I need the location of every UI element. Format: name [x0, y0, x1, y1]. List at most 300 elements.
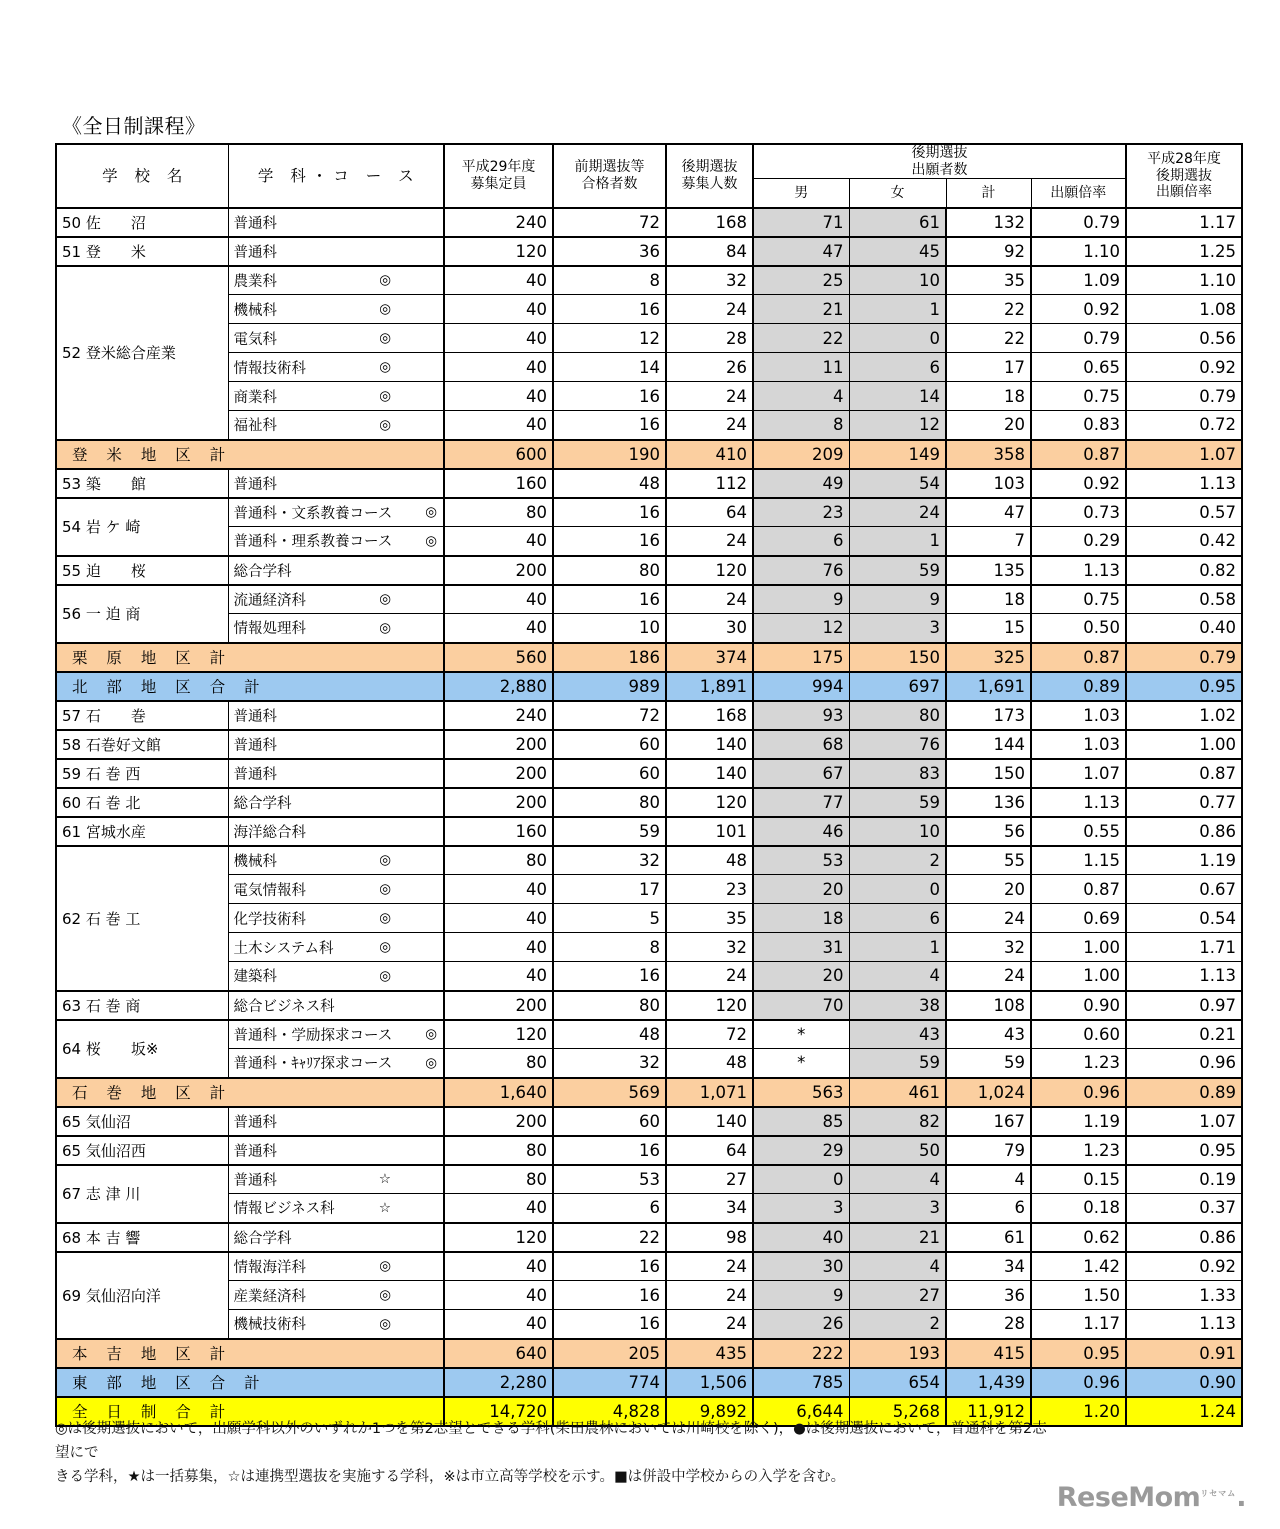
- male-applicants-cell: 222: [753, 1339, 849, 1368]
- prev-ratio-cell: 0.92: [1126, 353, 1242, 382]
- quota-cell: 160: [444, 469, 553, 498]
- quota-cell: 40: [444, 266, 553, 295]
- female-applicants-cell: 54: [849, 469, 946, 498]
- total-applicants-cell: 1,439: [946, 1368, 1031, 1397]
- ratio-cell: 1.15: [1031, 846, 1126, 875]
- course-name-cell: [228, 1281, 444, 1310]
- region-total-row: [56, 1368, 1242, 1397]
- prev-ratio-cell: 0.58: [1126, 585, 1242, 614]
- ratio-cell: 0.79: [1031, 324, 1126, 353]
- course-label: 総合ビジネス科: [233, 998, 335, 1015]
- ratio-cell: 1.07: [1031, 759, 1126, 788]
- prev-ratio-cell: 1.25: [1126, 237, 1242, 266]
- total-applicants-cell: 61: [946, 1223, 1031, 1252]
- table-row: [56, 1020, 1242, 1049]
- total-applicants-cell: 20: [946, 411, 1031, 440]
- total-applicants-cell: 24: [946, 962, 1031, 991]
- female-applicants-cell: 82: [849, 1107, 946, 1136]
- double-circle-icon: ◎: [379, 359, 391, 376]
- course-name-cell: [228, 1020, 444, 1049]
- early-pass-cell: 16: [553, 527, 666, 556]
- female-applicants-cell: 21: [849, 1223, 946, 1252]
- ratio-cell: 1.03: [1031, 730, 1126, 759]
- early-pass-cell: 32: [553, 846, 666, 875]
- early-pass-cell: 80: [553, 556, 666, 585]
- header-applicants-group: 後期選抜 出願者数: [753, 144, 1126, 179]
- total-applicants-cell: 34: [946, 1252, 1031, 1281]
- school-name-cell: 58 石巻好文館: [56, 730, 228, 759]
- resemom-watermark: ReseMom$^{リセマム}$.: [1056, 1482, 1246, 1513]
- course-name-cell: [228, 1136, 444, 1165]
- late-quota-cell: 120: [666, 556, 753, 585]
- double-circle-icon: ◎: [379, 1315, 391, 1332]
- early-pass-cell: 16: [553, 1310, 666, 1339]
- total-applicants-cell: 24: [946, 904, 1031, 933]
- male-applicants-cell: 71: [753, 208, 849, 237]
- late-quota-cell: 32: [666, 266, 753, 295]
- table-row: [56, 411, 1242, 440]
- female-applicants-cell: 38: [849, 991, 946, 1020]
- ratio-cell: 0.62: [1031, 1223, 1126, 1252]
- total-applicants-cell: 150: [946, 759, 1031, 788]
- quota-cell: 120: [444, 1223, 553, 1252]
- late-quota-cell: 24: [666, 411, 753, 440]
- table-row: [56, 556, 1242, 585]
- total-applicants-cell: 358: [946, 440, 1031, 469]
- course-label: 総合学科: [233, 795, 292, 812]
- table-row: [56, 527, 1242, 556]
- total-label: 石 巻 地 区 計: [56, 1078, 444, 1107]
- quota-cell: 1,640: [444, 1078, 553, 1107]
- course-label: 福祉科: [233, 418, 277, 435]
- school-name-cell: 54 岩 ケ 崎: [56, 498, 228, 556]
- male-applicants-cell: 12: [753, 614, 849, 643]
- header-late-quota: 後期選抜 募集人数: [666, 144, 753, 208]
- total-label: 東 部 地 区 合 計: [56, 1368, 444, 1397]
- school-name-cell: 65 気仙沼西: [56, 1136, 228, 1165]
- male-applicants-cell: 20: [753, 962, 849, 991]
- late-quota-cell: 23: [666, 875, 753, 904]
- double-circle-icon: ◎: [425, 532, 437, 549]
- total-applicants-cell: 18: [946, 382, 1031, 411]
- table-row: [56, 933, 1242, 962]
- late-quota-cell: 374: [666, 643, 753, 672]
- double-circle-icon: ◎: [379, 881, 391, 898]
- table-row: [56, 585, 1242, 614]
- total-applicants-cell: 22: [946, 295, 1031, 324]
- course-name-cell: [228, 556, 444, 585]
- prev-ratio-cell: 0.97: [1126, 991, 1242, 1020]
- quota-cell: 600: [444, 440, 553, 469]
- course-label: 普通科: [233, 1172, 277, 1189]
- ratio-cell: 0.75: [1031, 585, 1126, 614]
- male-applicants-cell: 29: [753, 1136, 849, 1165]
- female-applicants-cell: 27: [849, 1281, 946, 1310]
- late-quota-cell: 1,071: [666, 1078, 753, 1107]
- course-label: 普通科: [233, 737, 277, 754]
- prev-ratio-cell: 1.13: [1126, 962, 1242, 991]
- female-applicants-cell: 6: [849, 353, 946, 382]
- late-quota-cell: 168: [666, 208, 753, 237]
- prev-ratio-cell: 0.91: [1126, 1339, 1242, 1368]
- late-quota-cell: 34: [666, 1194, 753, 1223]
- male-applicants-cell: *: [753, 1020, 849, 1049]
- total-applicants-cell: 173: [946, 701, 1031, 730]
- prev-ratio-cell: 1.71: [1126, 933, 1242, 962]
- early-pass-cell: 53: [553, 1165, 666, 1194]
- ratio-cell: 1.19: [1031, 1107, 1126, 1136]
- table-row: [56, 237, 1242, 266]
- course-label: 普通科・ｷｬﾘｱ探求コース: [233, 1056, 393, 1073]
- prev-ratio-cell: 1.13: [1126, 1310, 1242, 1339]
- ratio-cell: 0.96: [1031, 1368, 1126, 1397]
- prev-ratio-cell: 0.72: [1126, 411, 1242, 440]
- course-name-cell: [228, 875, 444, 904]
- female-applicants-cell: 14: [849, 382, 946, 411]
- early-pass-cell: 10: [553, 614, 666, 643]
- late-quota-cell: 64: [666, 1136, 753, 1165]
- course-name-cell: [228, 817, 444, 846]
- total-applicants-cell: 59: [946, 1049, 1031, 1078]
- quota-cell: 200: [444, 991, 553, 1020]
- course-name-cell: [228, 237, 444, 266]
- quota-cell: 240: [444, 208, 553, 237]
- early-pass-cell: 59: [553, 817, 666, 846]
- late-quota-cell: 1,891: [666, 672, 753, 701]
- quota-cell: 40: [444, 933, 553, 962]
- footnote-line-1: ◎は後期選抜において，出願学科以外のいずれか1つを第2志望とできる学科(柴田農林においては川崎校を除く)，●は後期選抜において，普通科を第2志望にで: [55, 1421, 1047, 1461]
- late-quota-cell: 32: [666, 933, 753, 962]
- total-applicants-cell: 6: [946, 1194, 1031, 1223]
- early-pass-cell: 72: [553, 701, 666, 730]
- late-quota-cell: 84: [666, 237, 753, 266]
- prev-ratio-cell: 0.67: [1126, 875, 1242, 904]
- late-quota-cell: 26: [666, 353, 753, 382]
- total-applicants-cell: 28: [946, 1310, 1031, 1339]
- prev-ratio-cell: 0.79: [1126, 382, 1242, 411]
- course-label: 機械科: [233, 853, 277, 870]
- quota-cell: 40: [444, 962, 553, 991]
- course-name-cell: [228, 295, 444, 324]
- course-name-cell: [228, 1194, 444, 1223]
- total-applicants-cell: 135: [946, 556, 1031, 585]
- prev-ratio-cell: 1.24: [1126, 1397, 1242, 1426]
- female-applicants-cell: 76: [849, 730, 946, 759]
- prev-ratio-cell: 0.87: [1126, 759, 1242, 788]
- star-outline-icon: ☆: [378, 1171, 391, 1188]
- course-name-cell: [228, 1310, 444, 1339]
- ratio-cell: 0.73: [1031, 498, 1126, 527]
- course-label: 普通科: [233, 766, 277, 783]
- course-label: 産業経済科: [233, 1288, 306, 1305]
- quota-cell: 40: [444, 614, 553, 643]
- male-applicants-cell: 93: [753, 701, 849, 730]
- late-quota-cell: 112: [666, 469, 753, 498]
- female-applicants-cell: 654: [849, 1368, 946, 1397]
- female-applicants-cell: 45: [849, 237, 946, 266]
- double-circle-icon: ◎: [379, 591, 391, 608]
- early-pass-cell: 80: [553, 788, 666, 817]
- course-label: 機械技術科: [233, 1317, 306, 1334]
- female-applicants-cell: 80: [849, 701, 946, 730]
- late-quota-cell: 9,892: [666, 1397, 753, 1426]
- table-row: [56, 469, 1242, 498]
- male-applicants-cell: 76: [753, 556, 849, 585]
- course-label: 建築科: [233, 969, 277, 986]
- ratio-cell: 1.42: [1031, 1252, 1126, 1281]
- quota-cell: 40: [444, 1310, 553, 1339]
- female-applicants-cell: 6: [849, 904, 946, 933]
- early-pass-cell: 60: [553, 1107, 666, 1136]
- male-applicants-cell: 6: [753, 527, 849, 556]
- header-course: 学 科・コ ー ス: [228, 144, 444, 208]
- male-applicants-cell: 209: [753, 440, 849, 469]
- female-applicants-cell: 0: [849, 875, 946, 904]
- total-applicants-cell: 55: [946, 846, 1031, 875]
- total-applicants-cell: 32: [946, 933, 1031, 962]
- quota-cell: 200: [444, 1107, 553, 1136]
- table-row: [56, 1107, 1242, 1136]
- quota-cell: 200: [444, 730, 553, 759]
- footnote-line-2: きる学科，★は一括募集，☆は連携型選抜を実施する学科，※は市立高等学校を示す。■は併設中学校からの入学を含む。: [55, 1468, 846, 1485]
- course-label: 総合学科: [233, 1230, 292, 1247]
- table-row: [56, 846, 1242, 875]
- male-applicants-cell: 22: [753, 324, 849, 353]
- early-pass-cell: 16: [553, 1136, 666, 1165]
- ratio-cell: 1.03: [1031, 701, 1126, 730]
- table-row: [56, 1194, 1242, 1223]
- quota-cell: 40: [444, 904, 553, 933]
- female-applicants-cell: 2: [849, 1310, 946, 1339]
- table-row: [56, 1281, 1242, 1310]
- course-name-cell: [228, 324, 444, 353]
- early-pass-cell: 6: [553, 1194, 666, 1223]
- prev-ratio-cell: 0.57: [1126, 498, 1242, 527]
- school-name-cell: 69 気仙沼向洋: [56, 1252, 228, 1339]
- course-name-cell: [228, 1252, 444, 1281]
- total-applicants-cell: 132: [946, 208, 1031, 237]
- double-circle-icon: ◎: [379, 1287, 391, 1304]
- prev-ratio-cell: 0.19: [1126, 1165, 1242, 1194]
- quota-cell: 560: [444, 643, 553, 672]
- table-row: [56, 962, 1242, 991]
- late-quota-cell: 24: [666, 962, 753, 991]
- quota-cell: 40: [444, 295, 553, 324]
- course-name-cell: [228, 208, 444, 237]
- quota-cell: 80: [444, 1049, 553, 1078]
- double-circle-icon: ◎: [379, 388, 391, 405]
- course-name-cell: [228, 382, 444, 411]
- table-row: [56, 1223, 1242, 1252]
- table-row: [56, 1049, 1242, 1078]
- female-applicants-cell: 83: [849, 759, 946, 788]
- female-applicants-cell: 4: [849, 962, 946, 991]
- ratio-cell: 0.87: [1031, 875, 1126, 904]
- late-quota-cell: 410: [666, 440, 753, 469]
- prev-ratio-cell: 0.95: [1126, 672, 1242, 701]
- double-circle-icon: ◎: [379, 416, 391, 433]
- quota-cell: 40: [444, 411, 553, 440]
- ratio-cell: 1.13: [1031, 788, 1126, 817]
- male-applicants-cell: 40: [753, 1223, 849, 1252]
- male-applicants-cell: 6,644: [753, 1397, 849, 1426]
- early-pass-cell: 16: [553, 498, 666, 527]
- table-row: [56, 730, 1242, 759]
- course-name-cell: [228, 469, 444, 498]
- prev-ratio-cell: 0.56: [1126, 324, 1242, 353]
- early-pass-cell: 16: [553, 295, 666, 324]
- course-name-cell: [228, 1165, 444, 1194]
- course-name-cell: [228, 411, 444, 440]
- course-label: 農業科: [233, 273, 277, 290]
- prev-ratio-cell: 1.19: [1126, 846, 1242, 875]
- table-row: [56, 904, 1242, 933]
- ratio-cell: 0.96: [1031, 1078, 1126, 1107]
- ratio-cell: 0.55: [1031, 817, 1126, 846]
- female-applicants-cell: 1: [849, 295, 946, 324]
- header-ratio: 出願倍率: [1031, 179, 1126, 208]
- female-applicants-cell: 1: [849, 527, 946, 556]
- female-applicants-cell: 3: [849, 614, 946, 643]
- late-quota-cell: 35: [666, 904, 753, 933]
- admissions-table: [55, 143, 1243, 1427]
- header-prev-ratio: 平成28年度 後期選抜 出願倍率: [1126, 144, 1242, 208]
- male-applicants-cell: 8: [753, 411, 849, 440]
- course-name-cell: [228, 266, 444, 295]
- ratio-cell: 1.10: [1031, 237, 1126, 266]
- ratio-cell: 0.65: [1031, 353, 1126, 382]
- ratio-cell: 0.69: [1031, 904, 1126, 933]
- double-circle-icon: ◎: [379, 330, 391, 347]
- table-row: [56, 295, 1242, 324]
- early-pass-cell: 16: [553, 382, 666, 411]
- total-applicants-cell: 43: [946, 1020, 1031, 1049]
- course-name-cell: [228, 527, 444, 556]
- table-row: [56, 498, 1242, 527]
- female-applicants-cell: 59: [849, 1049, 946, 1078]
- male-applicants-cell: 85: [753, 1107, 849, 1136]
- double-circle-icon: ◎: [379, 301, 391, 318]
- course-label: 電気科: [233, 331, 277, 348]
- early-pass-cell: 190: [553, 440, 666, 469]
- early-pass-cell: 16: [553, 411, 666, 440]
- course-label: 普通科: [233, 1114, 277, 1131]
- ratio-cell: 0.95: [1031, 1339, 1126, 1368]
- header-row-1: [56, 144, 1242, 179]
- table-row: [56, 382, 1242, 411]
- prev-ratio-cell: 1.07: [1126, 440, 1242, 469]
- male-applicants-cell: 563: [753, 1078, 849, 1107]
- prev-ratio-cell: 1.07: [1126, 1107, 1242, 1136]
- total-label: 全 日 制 合 計: [56, 1397, 444, 1426]
- ratio-cell: 0.89: [1031, 672, 1126, 701]
- late-quota-cell: 120: [666, 991, 753, 1020]
- early-pass-cell: 186: [553, 643, 666, 672]
- table-row: [56, 701, 1242, 730]
- female-applicants-cell: 3: [849, 1194, 946, 1223]
- table-row: [56, 614, 1242, 643]
- early-pass-cell: 5: [553, 904, 666, 933]
- female-applicants-cell: 10: [849, 817, 946, 846]
- male-applicants-cell: 9: [753, 1281, 849, 1310]
- early-pass-cell: 16: [553, 962, 666, 991]
- female-applicants-cell: 24: [849, 498, 946, 527]
- footnote: [55, 1418, 1055, 1490]
- total-applicants-cell: 17: [946, 353, 1031, 382]
- prev-ratio-cell: 1.00: [1126, 730, 1242, 759]
- quota-cell: 40: [444, 1281, 553, 1310]
- table-row: [56, 1165, 1242, 1194]
- female-applicants-cell: 150: [849, 643, 946, 672]
- early-pass-cell: 569: [553, 1078, 666, 1107]
- late-quota-cell: 48: [666, 1049, 753, 1078]
- ratio-cell: 0.87: [1031, 440, 1126, 469]
- total-applicants-cell: 167: [946, 1107, 1031, 1136]
- total-applicants-cell: 15: [946, 614, 1031, 643]
- female-applicants-cell: 697: [849, 672, 946, 701]
- prev-ratio-cell: 1.13: [1126, 469, 1242, 498]
- male-applicants-cell: 31: [753, 933, 849, 962]
- course-label: 総合学科: [233, 563, 292, 580]
- male-applicants-cell: 30: [753, 1252, 849, 1281]
- header-quota: 平成29年度 募集定員: [444, 144, 553, 208]
- total-applicants-cell: 144: [946, 730, 1031, 759]
- ratio-cell: 1.09: [1031, 266, 1126, 295]
- course-label: 機械科: [233, 302, 277, 319]
- table-row: [56, 1252, 1242, 1281]
- double-circle-icon: ◎: [425, 1026, 437, 1043]
- double-circle-icon: ◎: [379, 1258, 391, 1275]
- prev-ratio-cell: 0.89: [1126, 1078, 1242, 1107]
- course-label: 流通経済科: [233, 592, 306, 609]
- prev-ratio-cell: 1.17: [1126, 208, 1242, 237]
- total-applicants-cell: 22: [946, 324, 1031, 353]
- region-total-row: [56, 672, 1242, 701]
- school-name-cell: 50 佐 沼: [56, 208, 228, 237]
- table-row: [56, 817, 1242, 846]
- total-applicants-cell: 20: [946, 875, 1031, 904]
- course-label: 情報処理科: [233, 621, 306, 638]
- double-circle-icon: ◎: [425, 504, 437, 521]
- header-male: 男: [753, 179, 849, 208]
- course-name-cell: [228, 1049, 444, 1078]
- total-applicants-cell: 4: [946, 1165, 1031, 1194]
- early-pass-cell: 32: [553, 1049, 666, 1078]
- total-applicants-cell: 136: [946, 788, 1031, 817]
- prev-ratio-cell: 0.54: [1126, 904, 1242, 933]
- double-circle-icon: ◎: [379, 272, 391, 289]
- school-name-cell: 57 石 巻: [56, 701, 228, 730]
- table-row: [56, 875, 1242, 904]
- prev-ratio-cell: 0.40: [1126, 614, 1242, 643]
- total-applicants-cell: 1,691: [946, 672, 1031, 701]
- quota-cell: 40: [444, 1194, 553, 1223]
- school-name-cell: 53 築 館: [56, 469, 228, 498]
- total-label: 本 吉 地 区 計: [56, 1339, 444, 1368]
- double-circle-icon: ◎: [425, 1054, 437, 1071]
- school-name-cell: 52 登米総合産業: [56, 266, 228, 440]
- ratio-cell: 0.50: [1031, 614, 1126, 643]
- male-applicants-cell: 46: [753, 817, 849, 846]
- district-subtotal-row: [56, 1078, 1242, 1107]
- quota-cell: 40: [444, 324, 553, 353]
- prev-ratio-cell: 1.08: [1126, 295, 1242, 324]
- course-label: 土木システム科: [233, 940, 334, 957]
- female-applicants-cell: 61: [849, 208, 946, 237]
- quota-cell: 120: [444, 237, 553, 266]
- male-applicants-cell: 20: [753, 875, 849, 904]
- school-name-cell: 60 石 巻 北: [56, 788, 228, 817]
